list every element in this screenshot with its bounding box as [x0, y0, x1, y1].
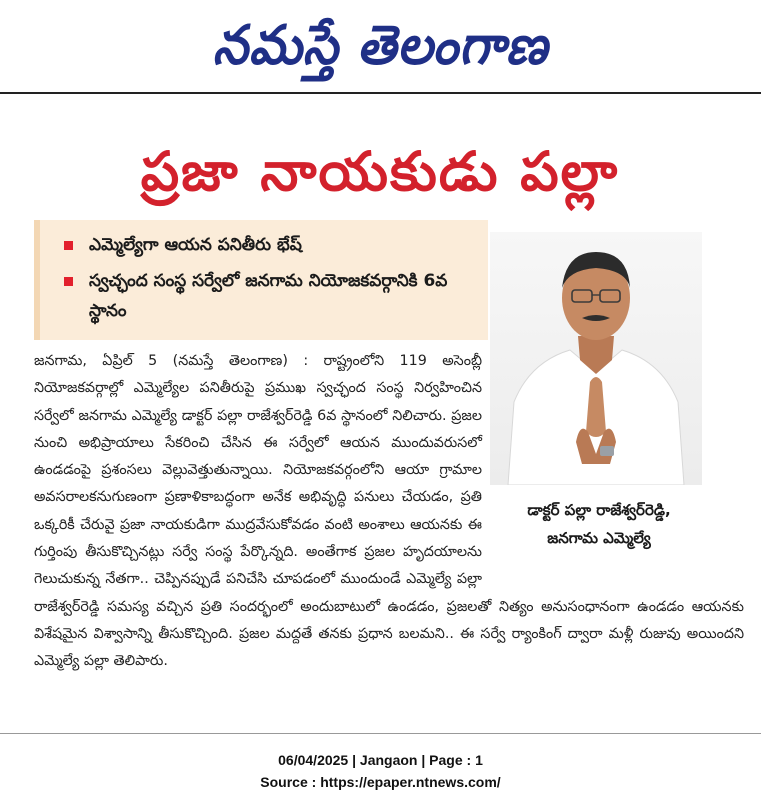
highlight-text: స్వచ్ఛంద సంస్థ సర్వేలో జనగామ నియోజకవర్గానికి 6వ స్థానం	[89, 271, 448, 321]
bullet-square-icon	[64, 277, 73, 286]
bullet-square-icon	[64, 241, 73, 250]
highlight-item	[64, 266, 488, 326]
photo-spacer	[482, 348, 744, 578]
caption-line: జనగామ ఎమ్మెల్యే	[547, 529, 651, 547]
footer-divider	[0, 733, 761, 734]
highlight-text: ఎమ్మెల్యేగా ఆయన పనితీరు భేష్	[89, 235, 302, 255]
masthead-divider	[0, 92, 761, 94]
masthead	[0, 6, 761, 84]
highlights-box	[34, 220, 488, 340]
caption-line: డాక్టర్ పల్లా రాజేశ్వర్‌రెడ్డి,	[527, 501, 671, 519]
article-body	[34, 348, 744, 724]
article-body-text: జనగామ, ఏప్రిల్ 5 (నమస్తే తెలంగాణ) : రాష్ట్రంలోని 119 అసెంబ్లీ నియోజకవర్గాల్లో ఎమ్మెల్యేల పనితీరుపై ప్రముఖ స్వచ్ఛంద సంస్థ నిర్వహించిన సర్వేలో జనగామ ఎమ్మెల్యే డాక్టర్ పల్లా రాజేశ్వర్‌రెడ్డి 6వ స్థానంలో నిలిచారు. ప్రజల నుంచి అభిప్రాయాలు సేకరించి చేసిన ఈ సర్వేలో ఆయన ముందువరుసలో ఉండడంపై ప్రశంసలు వెల్లువెత్తుతున్నాయి. నియోజకవర్గంలోని ఆయా గ్రామాల అవసరాలకనుగుణంగా ప్రణాళికాబద్ధంగా అనేక అభివృద్ధి పనులు చేయడం, ప్రతి ఒక్కరికీ చేరువై ప్రజా నాయకుడిగా ముద్రవేసుకోవడం వంటి అంశాలు ఆయనకు ఈ గుర్తింపు తీసుకొచ్చినట్లు సర్వే సంస్థ పేర్కొన్నది. అంతేగాక ప్రజల హృదయాలను గెలుచుకున్న నేతగా.. చెప్పినప్పుడే పనిచేసి చూపడంలో ముందుండే ఎమ్మెల్యే పల్లా రాజేశ్వర్‌రెడ్డి సమస్య వచ్చిన ప్రతి సందర్భంలో అందుబాటులో ఉండడం, ప్రజలతో నిత్యం అనుసంధానంగా ఉండడం ఆయనకు విశేషమైన విశ్వాసాన్ని తీసుకొచ్చింది. ప్రజల మద్దతే తనకు ప్రధాన బలమని.. ఈ సర్వే ర్యాంకింగ్ ద్వారా మళ్లీ రుజువు అయిందని ఎమ్మెల్యే పల్లా తెలిపారు.	[34, 353, 744, 670]
source-line: Source : https://epaper.ntnews.com/	[260, 774, 501, 790]
edition-line: 06/04/2025 | Jangaon | Page : 1	[278, 752, 483, 768]
highlight-item	[64, 230, 488, 260]
article-headline: ప్రజా నాయకుడు పల్లా	[140, 140, 620, 203]
masthead-title: నమస్తే తెలంగాణ	[212, 13, 549, 77]
